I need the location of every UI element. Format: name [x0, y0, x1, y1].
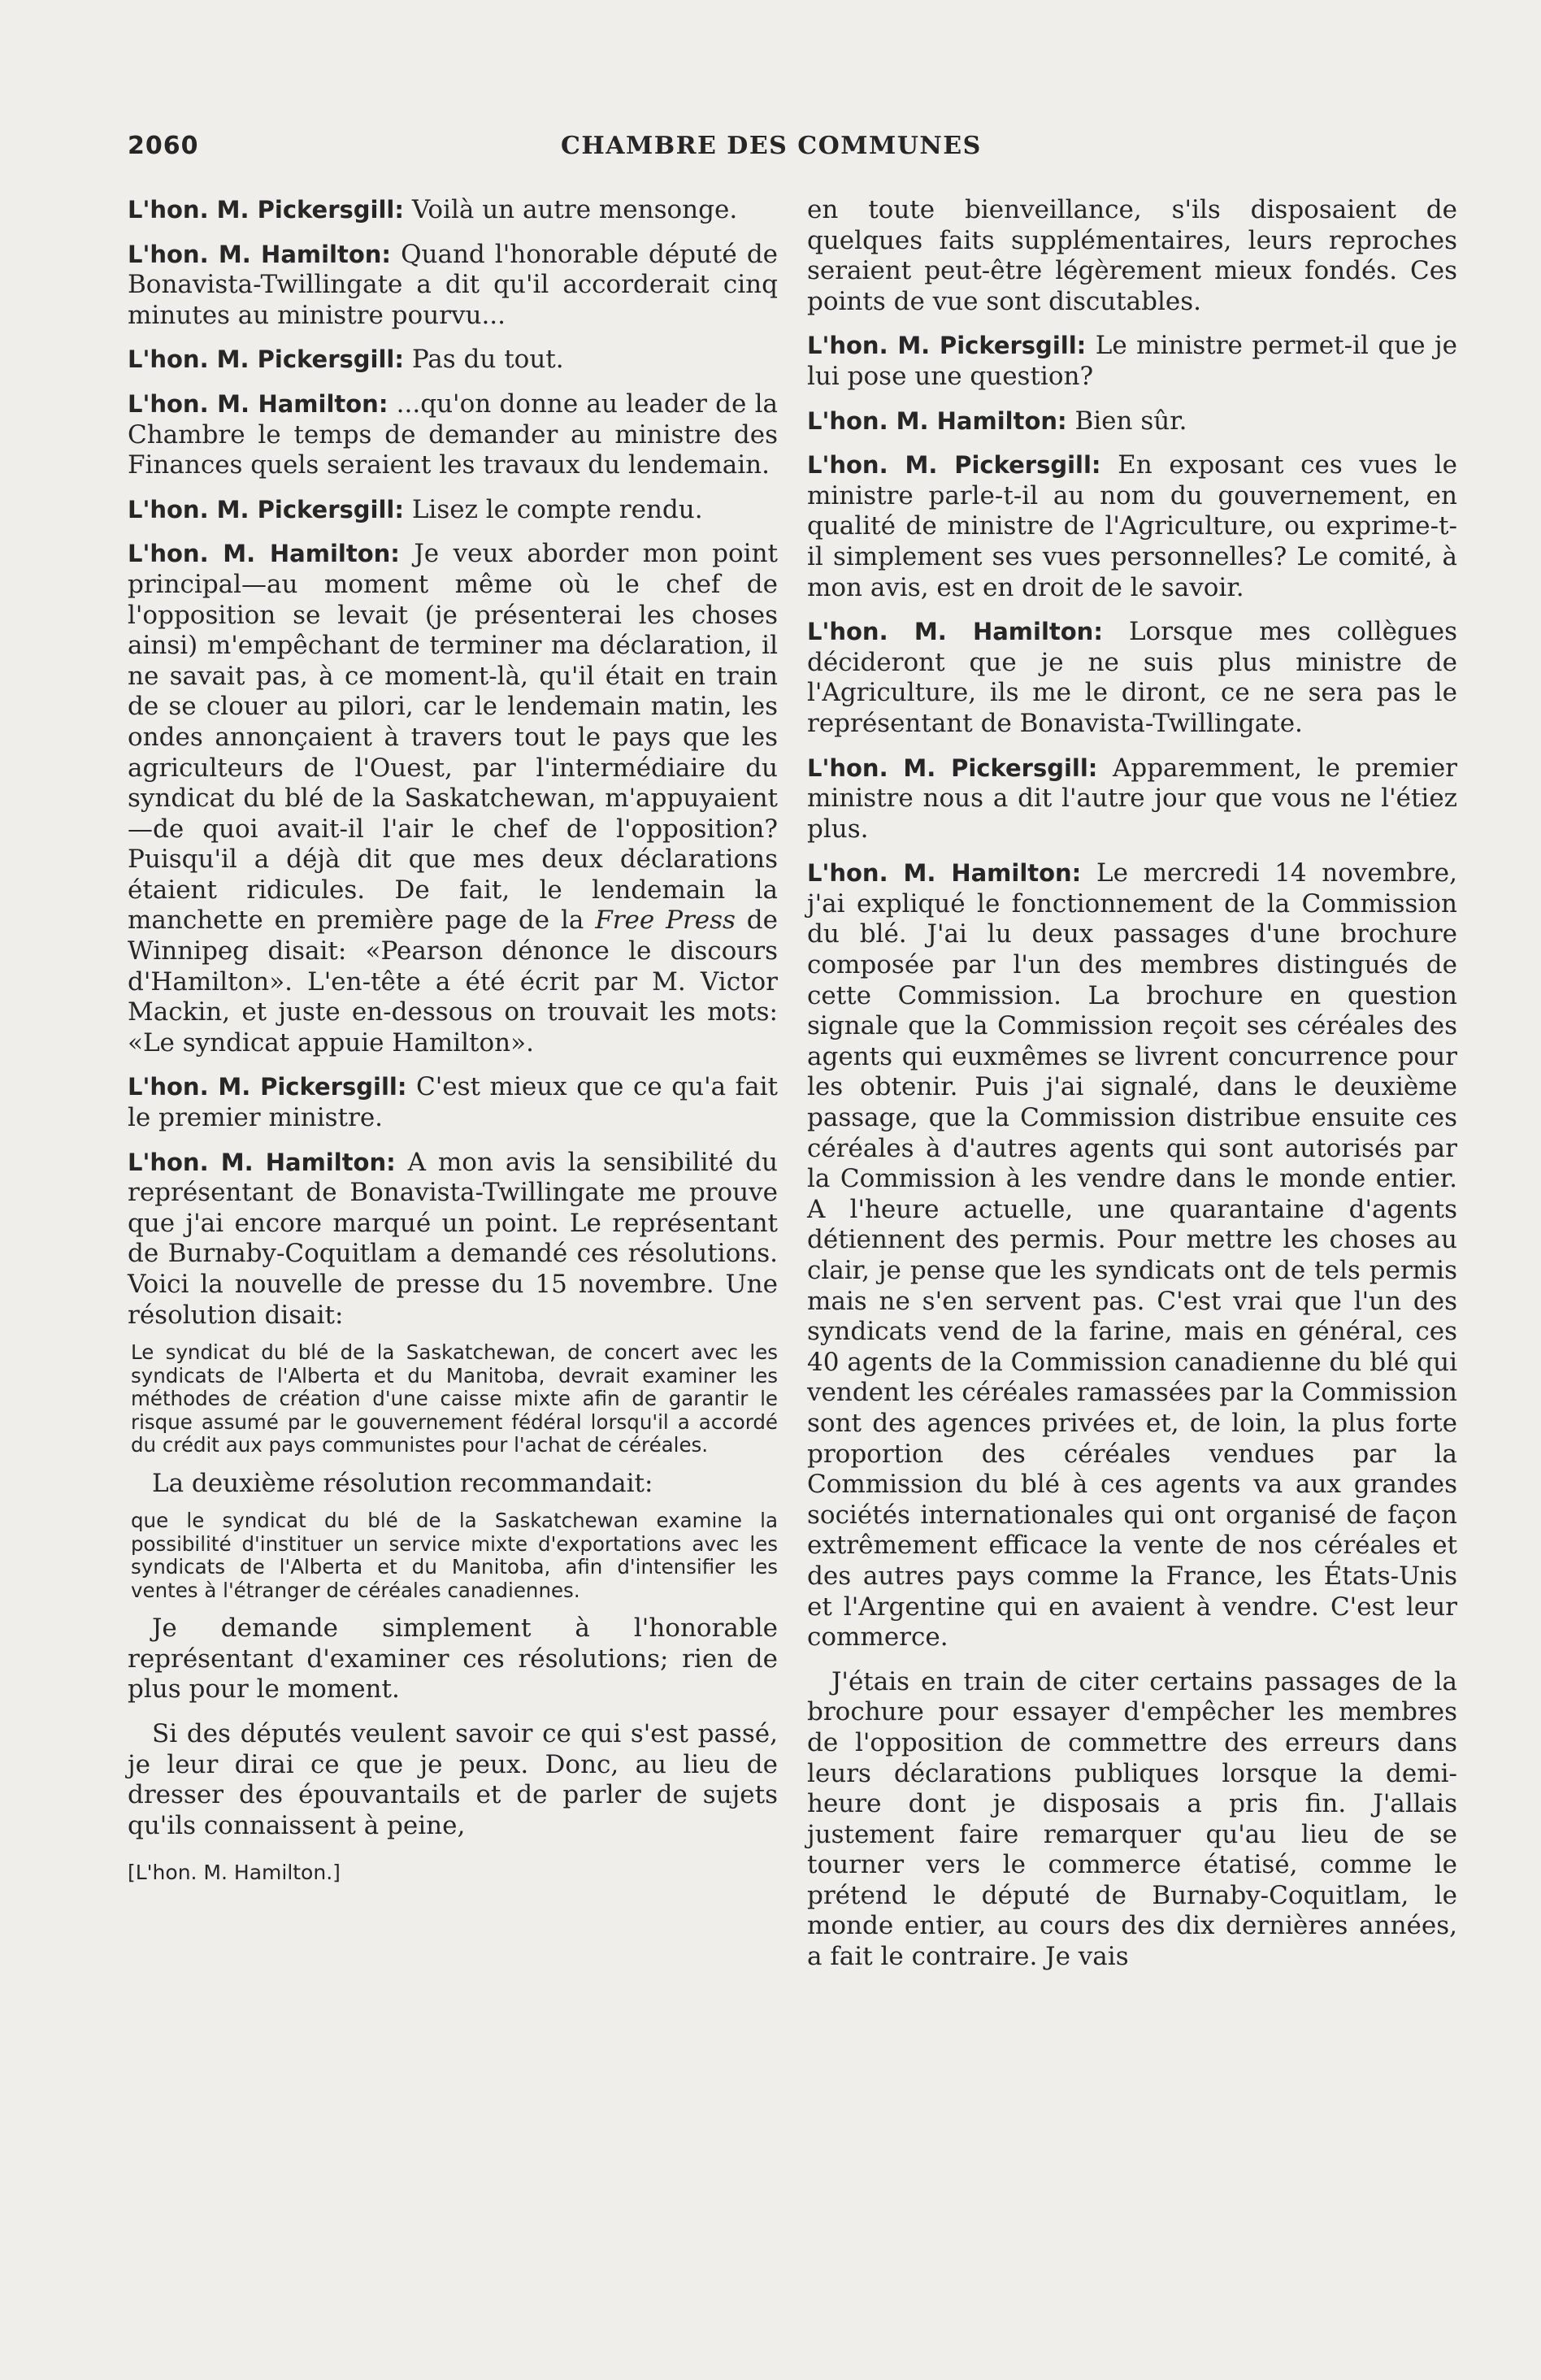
running-head: CHAMBRE DES COMMUNES — [561, 132, 982, 160]
page-header — [0, 132, 1541, 172]
speech-text: Le mercredi 14 novembre, j'ai expliqué le fonctionnement de la Commission du blé. J'ai lu deux passages d'une brochure composée par l'un des membres distingués de cette Commission. La brochure en question signale que la Commission reçoit ses céréales des agents qui euxmêmes se livrent concurrence pour les obtenir. Puis j'ai signalé, dans le deuxième passage, que la Commission distribue ensuite ces céréales à d'autres agents qui sont autorisés par la Commission à les vendre dans le monde entier. A l'heure actuelle, une quarantaine d'agents détiennent des permis. Pour mettre les choses au clair, je pense que les syndicats ont de tels permis mais ne s'en servent pas. C'est vrai que l'un des syndicats vend de la farine, mais en général, ces 40 agents de la Commission canadienne du blé qui vendent les céréales ramassées par la Commission sont des agences privées et, de loin, la plus forte proportion des céréales vendues par la Commission du blé à ces agents va aux grandes sociétés internationales qui ont organisé de façon extrêmement efficace la vente de nos céréales et des autres pays comme la France, les États-Unis et l'Argentine qui en avaient à vendre. C'est leur commerce. — [807, 858, 1458, 1653]
page-number: 2060 — [128, 132, 199, 160]
block-quote: que le syndicat du blé de la Saskatchewan examine la possibilité d'instituer un service mixte d'exportations avec les syndicats de l'Alberta et du Manitoba, afin d'intensifier les ventes à l'étranger de céréales canadiennes. — [131, 1509, 778, 1602]
right-column — [807, 195, 1457, 1987]
speech-text: Quand l'honorable député de Bonavista-Twillingate a dit qu'il accorderait cinq minutes au ministre pourvu... — [128, 239, 779, 330]
speech-text: de Winnipeg disait: «Pearson dénonce le discours d'Hamilton». L'en-tête a été écrit par M. Victor Mackin, et juste en-dessous on trouvait les mots: «Le syndicat appuie Hamilton». — [128, 906, 778, 1058]
paragraph — [128, 1148, 778, 1331]
paragraph — [807, 617, 1457, 739]
paragraph — [128, 345, 778, 376]
paragraph — [807, 450, 1457, 603]
paragraph: La deuxième résolution recommandait: — [152, 1468, 653, 1498]
paragraph — [128, 240, 778, 332]
speaker-name: L'hon. M. Pickersgill: — [807, 451, 1101, 480]
speaker-name: L'hon. M. Hamilton: — [128, 240, 392, 268]
speech-text: A mon avis la sensibilité du représentant de Bonavista-Twillingate me prouve que j'ai encore marqué un point. Le représentant de Burnaby-Coquitlam a demandé ces résolutions. Voici la nouvelle de presse du 15 novembre. Une résolution disait: — [128, 1147, 778, 1330]
speech-text: Voilà un autre mensonge. — [403, 195, 738, 224]
paragraph: Si des députés veulent savoir ce qui s'est passé, je leur dirai ce que je peux. Donc, au lieu de dresser des épouvantails et de parler de sujets qu'ils connaissent à peine, — [128, 1719, 778, 1840]
speaker-attribution: [L'hon. M. Hamilton.] — [128, 1861, 341, 1885]
speaker-name: L'hon. M. Hamilton: — [128, 1148, 396, 1176]
speaker-name: L'hon. M. Hamilton: — [128, 389, 389, 418]
paragraph: Je demande simplement à l'honorable représentant d'examiner ces résolutions; rien de plus pour le moment. — [128, 1613, 778, 1705]
paragraph — [128, 389, 778, 481]
paragraph — [807, 406, 1457, 437]
speaker-name: L'hon. M. Pickersgill: — [128, 1073, 407, 1101]
newspaper-title: Free Press — [595, 906, 736, 936]
speech-text: Je veux aborder mon point principal—au moment même où le chef de l'opposition se levait (je présenterai les choses ainsi) m'empêchant de terminer ma déclaration, il ne savait pas, à ce moment-là, qu'il était en train de se clouer au pilori, car le lendemain matin, les ondes annonçaient à travers tout le pays que les agriculteurs de l'Ouest, par l'intermédiaire du syndicat du blé de la Saskatchewan, m'appuyaient—de quoi avait-il l'air le chef de l'opposition? Puisqu'il a déjà dit que mes deux déclarations étaient ridicules. De fait, le lendemain la manchette en première page de la — [128, 539, 779, 936]
left-column — [128, 195, 778, 1888]
speech-text: Le ministre permet-il que je lui pose une question? — [807, 331, 1457, 391]
speaker-name: L'hon. M. Pickersgill: — [807, 332, 1087, 360]
speech-text: ...qu'on donne au leader de la Chambre le temps de demander au ministre des Finances quels seraient les travaux du lendemain. — [128, 389, 779, 480]
speaker-name: L'hon. M. Pickersgill: — [128, 495, 404, 523]
speech-text: Lorsque mes collègues décideront que je ne suis plus ministre de l'Agriculture, ils me le diront, ce ne sera pas le représentant de Bonavista-Twillingate. — [807, 617, 1458, 738]
speech-text: C'est mieux que ce qu'a fait le premier ministre. — [128, 1072, 778, 1133]
paragraph — [807, 331, 1457, 392]
speech-text: En exposant ces vues le ministre parle-t-il au nom du gouvernement, en qualité de ministre de l'Agriculture, ou exprime-t-il simplement ses vues personnelles? Le comité, à mon avis, est en droit de le savoir. — [807, 450, 1458, 602]
speech-text: Lisez le compte rendu. — [403, 494, 703, 524]
paragraph — [128, 539, 778, 1058]
paragraph: J'étais en train de citer certains passages de la brochure pour essayer d'empêcher les membres de l'opposition de commettre des erreurs dans leurs déclarations publiques lorsque la demi-heure dont je disposais a pris fin. J'allais justement faire remarquer qu'au lieu de se tourner vers le commerce étatisé, comme le prétend le député de Burnaby-Coquitlam, le monde entier, au cours des dix dernières années, a fait le contraire. Je vais — [807, 1666, 1457, 1972]
speaker-name: L'hon. M. Hamilton: — [807, 406, 1067, 435]
speech-text: Apparemment, le premier ministre nous a dit l'autre jour que vous ne l'étiez plus. — [807, 753, 1457, 844]
speaker-name: L'hon. M. Hamilton: — [807, 859, 1082, 888]
speech-text: Bien sûr. — [1066, 406, 1187, 436]
paragraph — [128, 495, 778, 526]
paragraph — [807, 858, 1457, 1653]
block-quote: Le syndicat du blé de la Saskatchewan, de concert avec les syndicats de l'Alberta et du Manitoba, devrait examiner les méthodes de création d'une caisse mixte afin de garantir le risque assumé par le gouvernement fédéral lorsqu'il a accordé du crédit aux pays communistes pour l'achat de céréales. — [131, 1340, 778, 1457]
speaker-name: L'hon. M. Pickersgill: — [807, 754, 1098, 782]
paragraph — [128, 1072, 778, 1133]
speech-text: Pas du tout. — [403, 345, 564, 375]
paragraph — [128, 195, 778, 226]
speaker-name: L'hon. M. Pickersgill: — [128, 345, 404, 374]
paragraph: en toute bienveillance, s'ils disposaient de quelques faits supplémentaires, leurs reproches seraient peut-être légèrement mieux fondés. Ces points de vue sont discutables. — [807, 195, 1457, 316]
speaker-name: L'hon. M. Hamilton: — [807, 618, 1103, 646]
speaker-name: L'hon. M. Pickersgill: — [128, 196, 404, 224]
speaker-name: L'hon. M. Hamilton: — [128, 540, 400, 568]
paragraph — [807, 754, 1457, 845]
